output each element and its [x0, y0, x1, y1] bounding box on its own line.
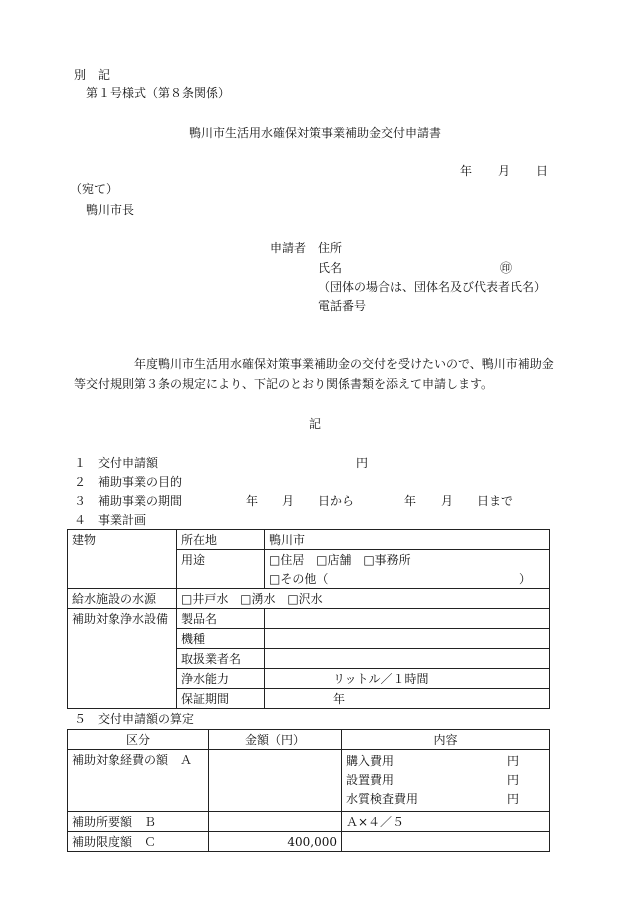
item-5-number: ５ — [74, 712, 87, 726]
equipment-label: 補助対象浄水設備 — [68, 609, 177, 709]
item-3-number: ３ — [74, 494, 87, 508]
row-b-amount[interactable] — [209, 812, 342, 832]
item-3-until: 日まで — [477, 494, 514, 508]
item-3-month-start: 月 — [282, 494, 295, 508]
item-5-label: 交付申請額の算定 — [98, 712, 195, 726]
source-option-spring[interactable]: □湧水 — [240, 591, 276, 606]
group-note: （団体の場合は、団体名及び代表者氏名） — [318, 280, 547, 294]
phone-label: 電話番号 — [318, 299, 367, 313]
building-label: 建物 — [68, 530, 177, 589]
source-option-stream[interactable]: □沢水 — [287, 591, 323, 606]
plan-table — [67, 529, 550, 709]
water-source-options — [177, 589, 550, 609]
table-row — [68, 730, 550, 750]
item-1-number: １ — [74, 456, 87, 470]
item-3-year-end: 年 — [404, 494, 417, 508]
item-2-label: 補助事業の目的 — [98, 475, 183, 489]
date-month: 月 — [498, 164, 511, 178]
installation-label: 設置費用 — [346, 773, 395, 787]
ki-wrapper — [0, 417, 630, 431]
item-4-number: ４ — [74, 513, 87, 527]
use-option-store[interactable]: □店舗 — [316, 552, 352, 567]
item-3-label: 補助事業の期間 — [98, 494, 183, 508]
applicant-label: 申請者 — [270, 241, 307, 255]
table-row — [68, 832, 550, 852]
water-source-label: 給水施設の水源 — [68, 589, 177, 609]
row-c-amount: 400,000 — [209, 832, 342, 852]
row-b-content: Ａ×４／５ — [342, 812, 550, 832]
row-a-amount[interactable] — [209, 750, 342, 812]
use-option-office[interactable]: □事務所 — [363, 552, 411, 567]
use-options — [265, 550, 550, 570]
product-value[interactable] — [265, 609, 550, 629]
row-b-label: 補助所要額 Ｂ — [68, 812, 209, 832]
model-value[interactable] — [265, 629, 550, 649]
use-label: 用途 — [177, 550, 265, 589]
form-number: 第１号様式（第８条関係） — [86, 86, 231, 100]
table-row — [68, 589, 550, 609]
addressee: 鴨川市長 — [86, 203, 135, 217]
purchase-yen: 円 — [506, 754, 519, 768]
name-label: 氏名 — [318, 261, 343, 275]
address-label: 住所 — [318, 241, 343, 255]
date-year: 年 — [460, 164, 473, 178]
use-other-cell — [265, 569, 550, 589]
col-amount-header: 金額（円） — [209, 730, 342, 750]
body-line-2: 等交付規則第３条の規定により、下記のとおり関係書類を添えて申請します。 — [74, 377, 494, 391]
appendix-label: 別 記 — [74, 68, 111, 82]
item-1-unit: 円 — [356, 456, 369, 470]
item-1-label: 交付申請額 — [98, 456, 159, 470]
dealer-label: 取扱業者名 — [177, 649, 265, 669]
source-option-well[interactable]: □井戸水 — [181, 591, 229, 606]
item-2-number: ２ — [74, 475, 87, 489]
calc-table — [67, 729, 550, 852]
item-3-year-start: 年 — [246, 494, 259, 508]
row-c-label: 補助限度額 Ｃ — [68, 832, 209, 852]
warranty-label: 保証期間 — [177, 689, 265, 709]
item-3-from: 日から — [318, 494, 355, 508]
table-row — [68, 530, 550, 550]
location-label: 所在地 — [177, 530, 265, 550]
use-option-other[interactable]: □その他（ — [269, 571, 329, 586]
purchase-label: 購入費用 — [346, 754, 395, 768]
table-row — [68, 609, 550, 629]
seal-mark: ㊞ — [500, 261, 513, 275]
body-line-1: 年度鴨川市生活用水確保対策事業補助金の交付を受けたいので、鴨川市補助金 — [134, 357, 554, 371]
table-row — [68, 750, 550, 812]
col-category-header: 区分 — [68, 730, 209, 750]
form-title-text: 鴨川市生活用水確保対策事業補助金交付申請書 — [188, 126, 441, 140]
col-content-header: 内容 — [342, 730, 550, 750]
product-label: 製品名 — [177, 609, 265, 629]
capacity-unit: リットル／１時間 — [333, 671, 429, 686]
warranty-unit: 年 — [333, 691, 346, 706]
table-row — [68, 812, 550, 832]
location-value[interactable]: 鴨川市 — [265, 530, 550, 550]
inspection-yen: 円 — [506, 792, 519, 806]
use-option-residence[interactable]: □住居 — [269, 552, 305, 567]
use-other-close: ） — [518, 571, 531, 586]
addressee-prefix: （宛て） — [70, 182, 119, 196]
item-4-label: 事業計画 — [98, 513, 147, 527]
warranty-value[interactable] — [265, 689, 550, 709]
inspection-label: 水質検査費用 — [346, 792, 419, 806]
row-a-label: 補助対象経費の額 Ａ — [68, 750, 209, 812]
model-label: 機種 — [177, 629, 265, 649]
row-a-content — [342, 750, 550, 812]
capacity-value[interactable] — [265, 669, 550, 689]
ki-label: 記 — [308, 417, 321, 431]
date-day: 日 — [536, 164, 549, 178]
dealer-value[interactable] — [265, 649, 550, 669]
row-c-content — [342, 832, 550, 852]
installation-yen: 円 — [506, 773, 519, 787]
item-3-month-end: 月 — [441, 494, 454, 508]
capacity-label: 浄水能力 — [177, 669, 265, 689]
form-title — [0, 126, 630, 140]
